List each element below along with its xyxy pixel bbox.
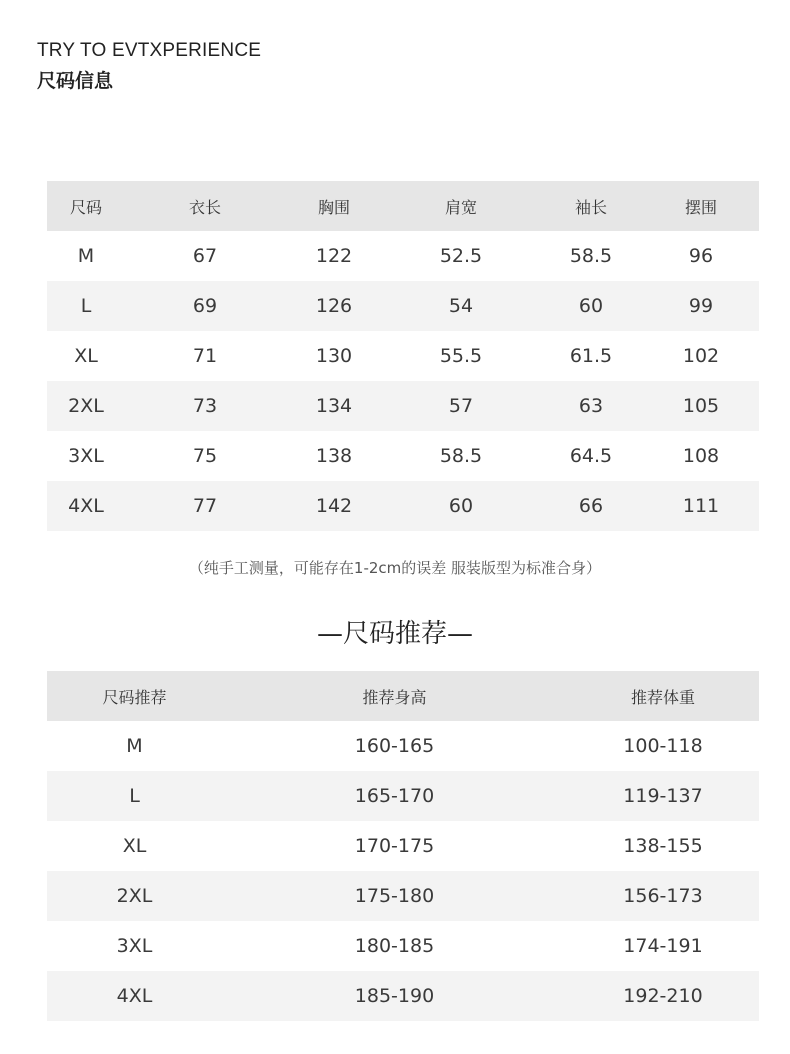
size-chart-table <box>47 181 759 531</box>
column-header: 胸围 <box>317 197 350 217</box>
chest-cell: 138 <box>315 445 353 467</box>
table-row <box>47 971 759 1021</box>
column-header: 袖长 <box>574 197 607 217</box>
size-table-header-row <box>47 181 759 231</box>
table-row <box>47 481 759 531</box>
chest-cell: 126 <box>315 295 353 317</box>
length-cell: 77 <box>192 495 218 517</box>
shoulder-cell: 60 <box>448 495 474 517</box>
length-cell: 67 <box>192 245 218 267</box>
weight-cell: 100-118 <box>623 735 703 757</box>
weight-cell: 156-173 <box>623 885 703 907</box>
table-row <box>47 281 759 331</box>
height-cell: 170-175 <box>354 835 435 857</box>
table-row <box>47 821 759 871</box>
hem-cell: 99 <box>688 295 714 317</box>
size-cell: XL <box>122 835 147 857</box>
column-header: 尺码 <box>69 197 102 217</box>
hem-cell: 96 <box>688 245 714 267</box>
size-cell: XL <box>74 345 98 367</box>
size-cell: 3XL <box>116 935 153 957</box>
recommend-table-header-row <box>47 671 759 721</box>
hem-cell: 111 <box>682 495 720 517</box>
table-row <box>47 381 759 431</box>
size-cell: 3XL <box>68 445 104 467</box>
page-title: 尺码信息 <box>37 70 114 92</box>
shoulder-cell: 57 <box>448 395 474 417</box>
measurement-note: （纯手工测量，可能存在1-2cm的误差 服装版型为标准合身） <box>188 559 602 577</box>
weight-cell: 119-137 <box>623 785 703 807</box>
sleeve-cell: 61.5 <box>569 345 613 367</box>
chest-cell: 134 <box>315 395 353 417</box>
sleeve-cell: 58.5 <box>569 245 613 267</box>
weight-cell: 138-155 <box>623 835 703 857</box>
sleeve-cell: 63 <box>578 395 604 417</box>
size-cell: L <box>129 785 140 807</box>
weight-cell: 192-210 <box>623 985 703 1007</box>
table-row <box>47 871 759 921</box>
table-row <box>47 431 759 481</box>
length-cell: 71 <box>192 345 218 367</box>
table-row <box>47 331 759 381</box>
chest-cell: 130 <box>315 345 353 367</box>
sleeve-cell: 64.5 <box>569 445 613 467</box>
column-header: 衣长 <box>188 197 221 217</box>
sleeve-cell: 66 <box>578 495 604 517</box>
column-header: 肩宽 <box>444 197 477 217</box>
size-cell: L <box>80 295 92 317</box>
shoulder-cell: 55.5 <box>439 345 483 367</box>
length-cell: 73 <box>192 395 218 417</box>
sleeve-cell: 60 <box>578 295 604 317</box>
column-header: 推荐身高 <box>362 687 427 707</box>
hem-cell: 102 <box>682 345 720 367</box>
recommend-section-title: —尺码推荐— <box>316 619 473 649</box>
brand-text: TRY TO EVTXPERIENCE <box>37 40 262 61</box>
length-cell: 69 <box>192 295 218 317</box>
table-row <box>47 921 759 971</box>
size-cell: 2XL <box>68 395 104 417</box>
height-cell: 160-165 <box>354 735 435 757</box>
chest-cell: 142 <box>315 495 353 517</box>
shoulder-cell: 54 <box>448 295 474 317</box>
size-cell: M <box>126 735 143 757</box>
shoulder-cell: 58.5 <box>439 445 483 467</box>
height-cell: 175-180 <box>354 885 435 907</box>
length-cell: 75 <box>192 445 218 467</box>
height-cell: 185-190 <box>354 985 435 1007</box>
hem-cell: 108 <box>682 445 720 467</box>
column-header: 推荐体重 <box>630 687 695 707</box>
column-header: 摆围 <box>684 197 717 217</box>
shoulder-cell: 52.5 <box>439 245 483 267</box>
weight-cell: 174-191 <box>623 935 703 957</box>
size-cell: 4XL <box>68 495 104 517</box>
height-cell: 180-185 <box>354 935 435 957</box>
table-row <box>47 771 759 821</box>
size-recommend-table <box>47 671 759 1021</box>
chest-cell: 122 <box>315 245 353 267</box>
height-cell: 165-170 <box>354 785 435 807</box>
size-cell: M <box>77 245 95 267</box>
column-header: 尺码推荐 <box>102 687 167 707</box>
hem-cell: 105 <box>682 395 720 417</box>
size-cell: 2XL <box>116 885 153 907</box>
size-cell: 4XL <box>116 985 153 1007</box>
table-row <box>47 721 759 771</box>
table-row <box>47 231 759 281</box>
